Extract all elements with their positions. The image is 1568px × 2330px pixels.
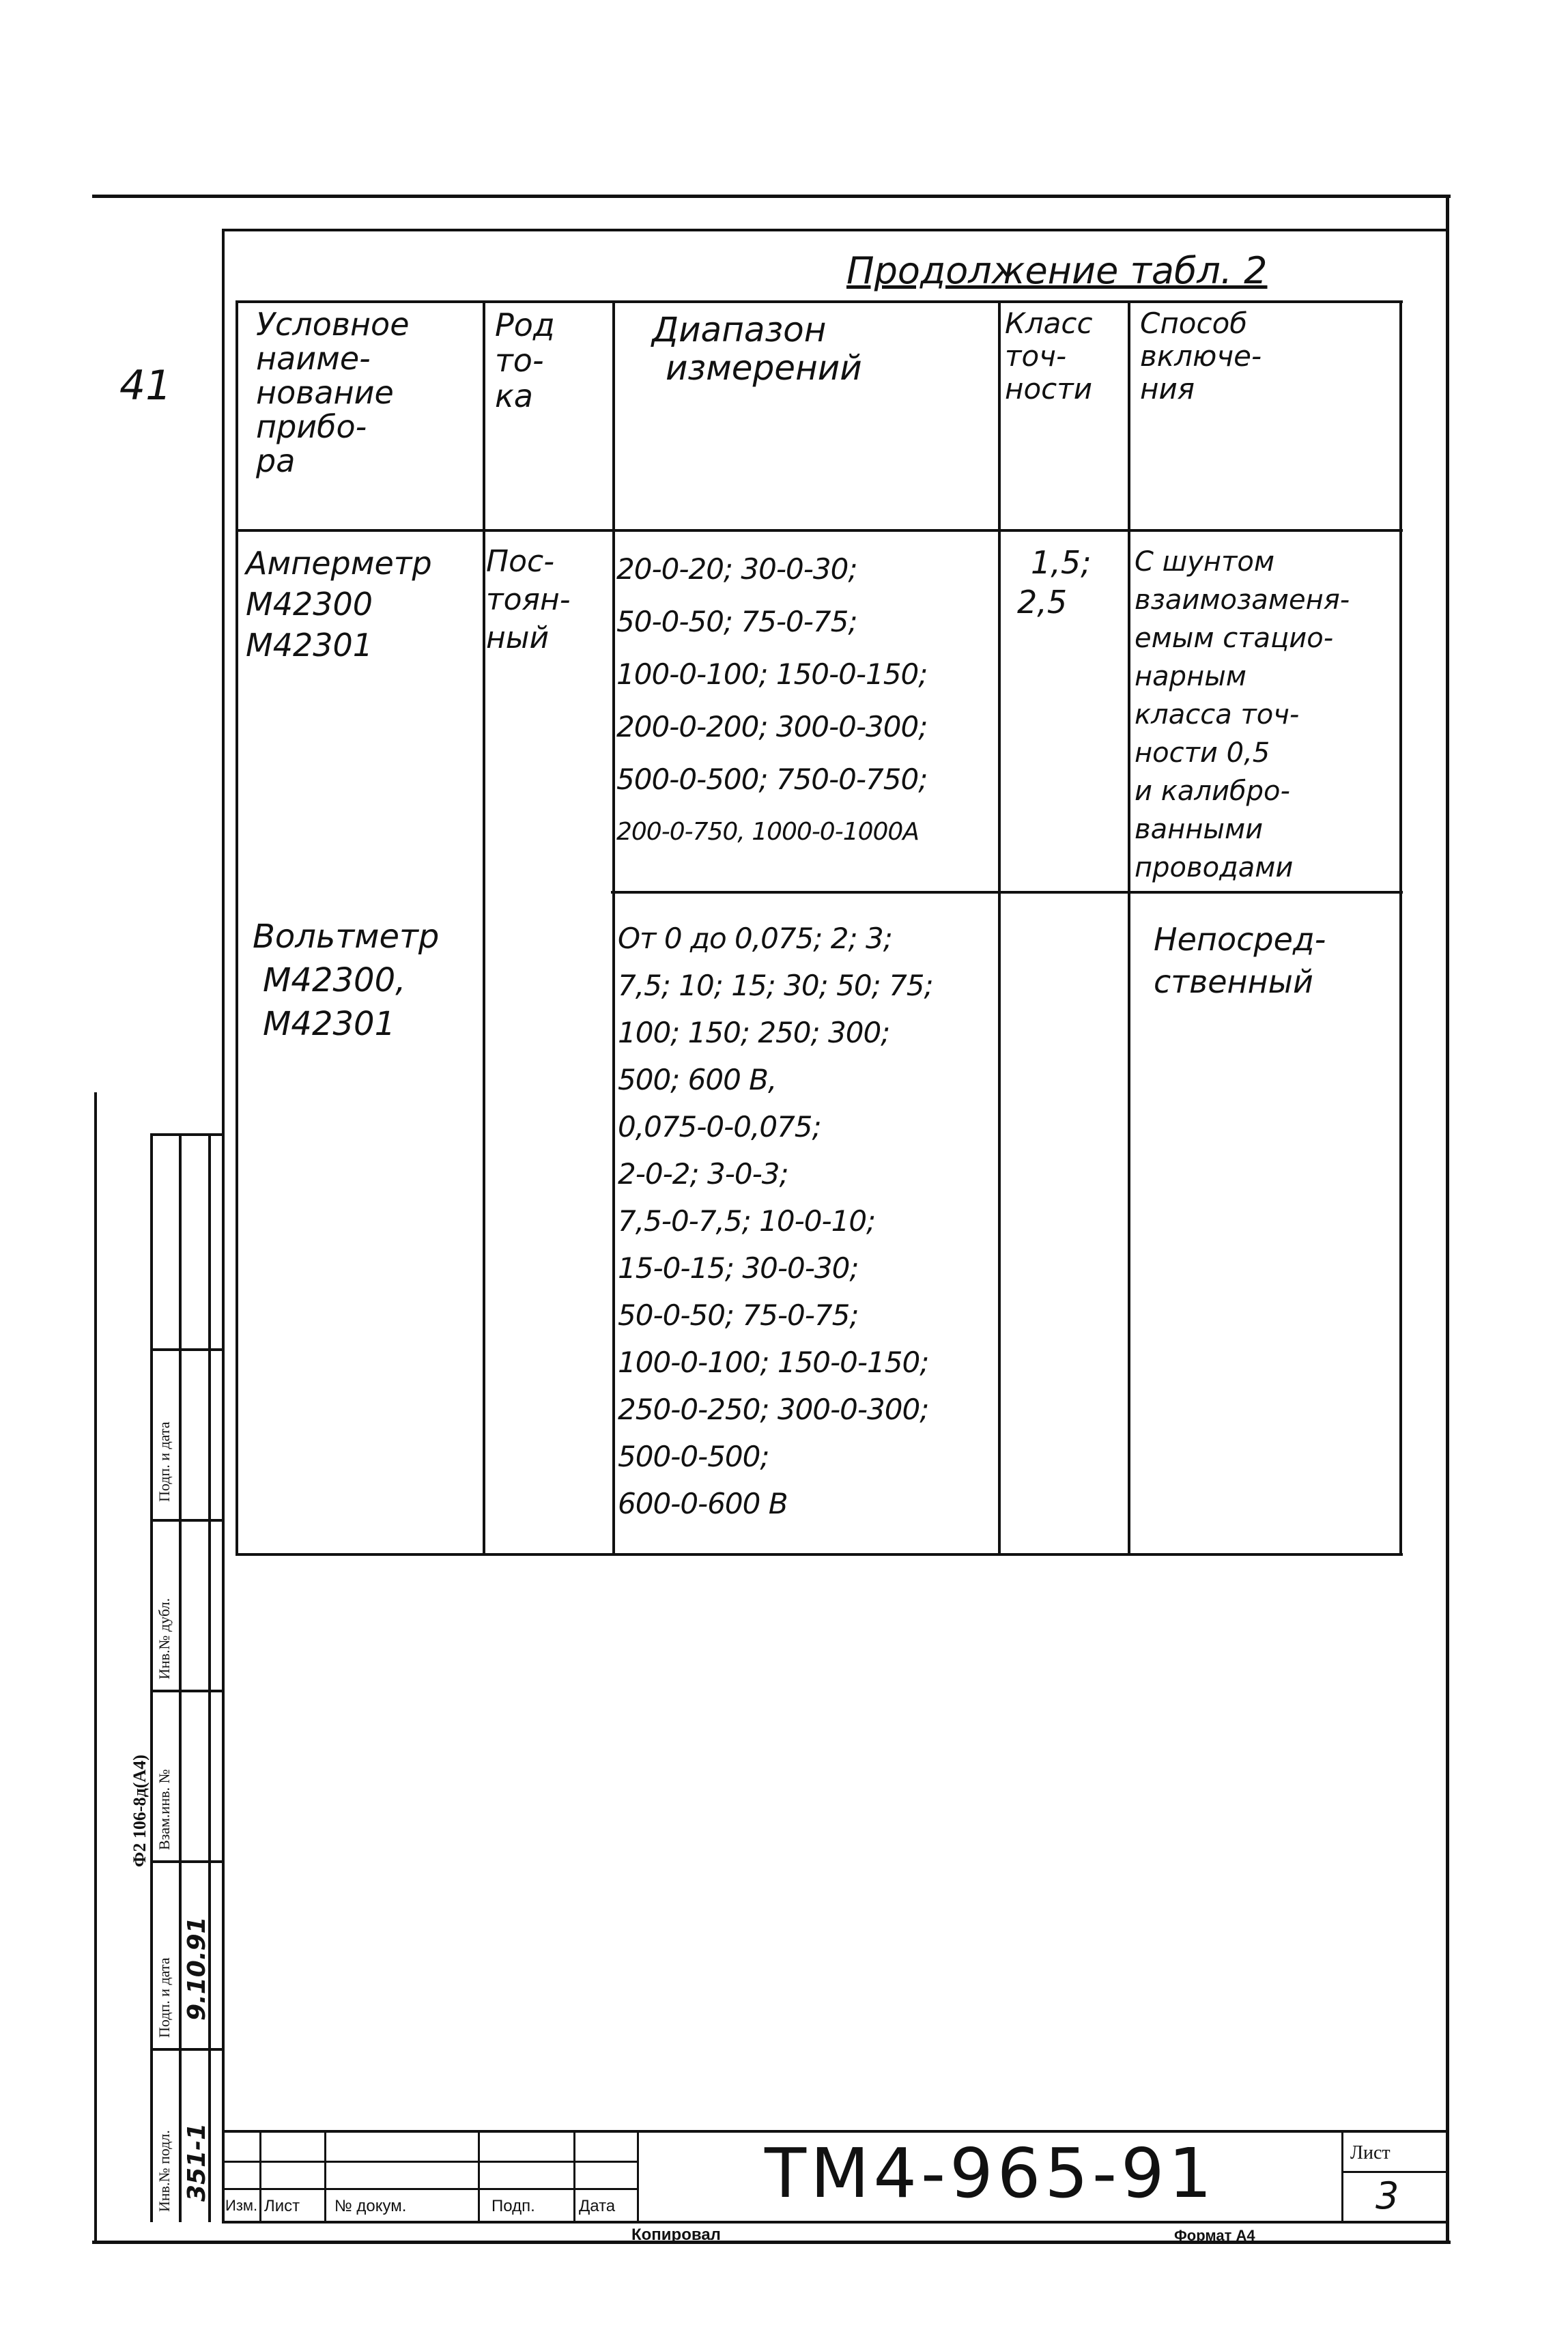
sheet-number: 3 bbox=[1375, 2174, 1399, 2217]
frame-right-line bbox=[1446, 195, 1449, 2243]
row1-bottom-partial-line bbox=[611, 891, 1403, 894]
tb-col-label-date: Дата bbox=[579, 2197, 616, 2215]
tb-col-label-sheet: Лист bbox=[264, 2197, 300, 2215]
tb-col-2 bbox=[324, 2130, 326, 2222]
side-field-dup-inv: Инв.№ дубл. bbox=[156, 1597, 173, 1679]
side-col-line-3 bbox=[208, 1133, 211, 2222]
title-block-bottom-line bbox=[222, 2221, 1447, 2224]
header-bottom-line bbox=[236, 529, 1403, 532]
header-name: Условное наиме- нование прибо- ра bbox=[256, 306, 410, 479]
row1-method: С шунтом взаимозаменя- емым стацио- нарным класса точ- ности 0,5 и калибро- ванными проводами bbox=[1135, 546, 1350, 883]
document-code: ТМ4-965-91 bbox=[765, 2133, 1216, 2213]
col-line-3 bbox=[998, 300, 1001, 1555]
row2-method: Непосред- ственный bbox=[1154, 921, 1326, 1000]
tb-col-1 bbox=[259, 2130, 261, 2222]
side-row-line-5 bbox=[150, 2048, 223, 2051]
handwritten-date: 9.10.91 bbox=[183, 1916, 211, 2021]
side-field-sign-date-2: Подп. и дата bbox=[156, 1421, 173, 1502]
col-line-0 bbox=[236, 300, 238, 1555]
tb-col-3 bbox=[478, 2130, 480, 2222]
row2-name: Вольтметр М42300, М42301 bbox=[253, 918, 440, 1043]
row1-name: Амперметр М42300 М42301 bbox=[246, 545, 432, 664]
table-bottom-line bbox=[236, 1553, 1403, 1556]
side-field-replace-inv: Взам.инв. № bbox=[156, 1769, 173, 1850]
row1-class: 1,5; 2,5 bbox=[1017, 544, 1092, 621]
side-col-line-2 bbox=[179, 1133, 182, 2222]
header-range: Диапазон измерений bbox=[652, 310, 862, 388]
header-current: Род то- ка bbox=[495, 307, 555, 414]
side-row-line-4 bbox=[150, 1860, 223, 1863]
tb-col-label-sign: Подп. bbox=[491, 2197, 535, 2215]
col-line-2 bbox=[612, 300, 615, 1555]
side-row-line-3 bbox=[150, 1690, 223, 1692]
tb-col-4 bbox=[573, 2130, 575, 2222]
side-row-line-1 bbox=[150, 1348, 223, 1351]
title-block-mid-line-1 bbox=[222, 2161, 638, 2163]
side-top-line bbox=[150, 1133, 223, 1136]
form-label: Ф2 106-8д(А4) bbox=[130, 1754, 149, 1867]
frame-top-line bbox=[92, 195, 1451, 198]
page-number: 41 bbox=[119, 362, 172, 410]
side-field-inv: Инв.№ подл. bbox=[156, 2130, 173, 2212]
tb-sheet-line bbox=[1341, 2171, 1447, 2173]
tb-col-label-doc: № докум. bbox=[334, 2197, 407, 2215]
handwritten-inv-number: 351-1 bbox=[183, 2122, 211, 2202]
inner-frame-top bbox=[222, 229, 1447, 231]
footer-format: Формат А4 bbox=[1174, 2227, 1255, 2244]
side-row-line-2 bbox=[150, 1519, 223, 1522]
col-line-4 bbox=[1128, 300, 1130, 1555]
side-field-sign-date-1: Подп. и дата bbox=[156, 1957, 173, 2038]
tb-col-label-change: Изм. bbox=[225, 2197, 258, 2214]
col-line-1 bbox=[483, 300, 485, 1555]
header-class: Класс точ- ности bbox=[1005, 307, 1093, 406]
side-col-line-1 bbox=[150, 1133, 153, 2222]
tb-col-5 bbox=[637, 2130, 639, 2222]
row1-range: 20-0-20; 30-0-30; 50-0-50; 75-0-75; 100-0-100; 150-0-150; 200-0-200; 300-0-300; 500-0-500; 750-0-750; 200-0-750, 1000-0-1000А bbox=[616, 552, 928, 846]
row2-range: От 0 до 0,075; 2; 3; 7,5; 10; 15; 30; 50; 75; 100; 150; 250; 300; 500; 600 В, 0,075-0-0,075; 2-0-2; 3-0-3; 7,5-0-7,5; 10-0-10; 15-0-15; 30-0-30; 50-0-50; 75-0-75; 100-0-100; 150-0-150; 250-0-250; 300-0-300; 500-0-500; 600-0-600 В bbox=[618, 922, 933, 1520]
header-method: Способ включе- ния bbox=[1140, 307, 1262, 406]
inner-frame-left bbox=[222, 229, 225, 2222]
tb-sheet-col bbox=[1341, 2130, 1343, 2222]
sheet-label: Лист bbox=[1350, 2142, 1391, 2163]
title-block-top-line bbox=[222, 2130, 1447, 2133]
title-block-mid-line-2 bbox=[222, 2188, 638, 2190]
table-top-line bbox=[236, 300, 1403, 303]
col-line-5 bbox=[1399, 300, 1402, 1555]
continuation-label: Продолжение табл. 2 bbox=[846, 249, 1268, 292]
row1-current: Пос- тоян- ный bbox=[486, 544, 571, 655]
footer-copied: Копировал bbox=[631, 2226, 721, 2244]
frame-left-margin-line bbox=[94, 1092, 97, 2243]
